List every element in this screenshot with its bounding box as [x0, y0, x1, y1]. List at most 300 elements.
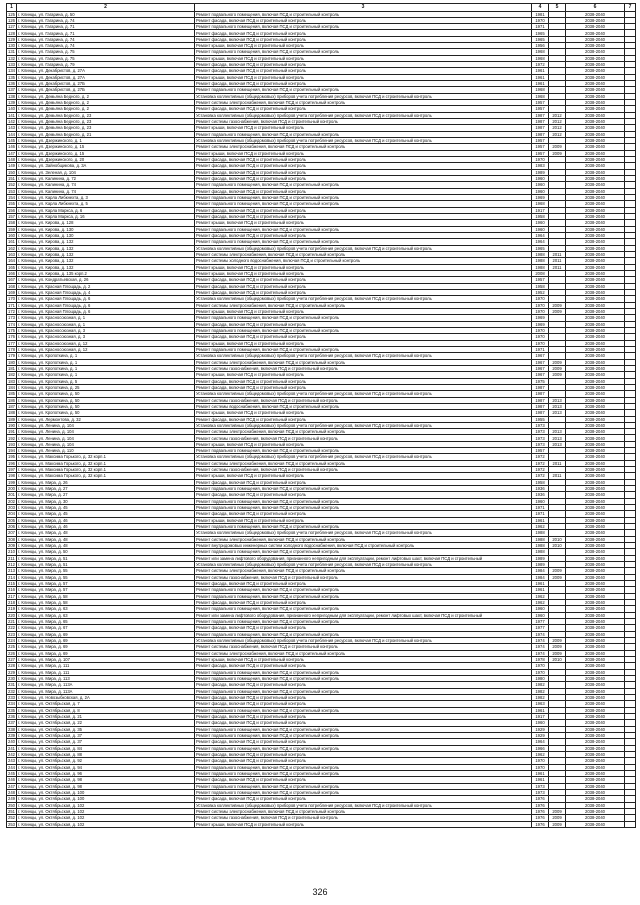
- work-type-cell: Ремонт системы электроснабжения, включая ПСД и строительный контроль: [195, 460, 532, 466]
- work-type-cell: Ремонт подвального помещения, включая ПСД и строительный контроль: [195, 669, 532, 675]
- planned-period-cell: 2038-2040: [566, 277, 625, 283]
- row-number: 199: [8, 479, 15, 485]
- planned-period-cell: 2038-2040: [566, 536, 625, 542]
- work-type-cell: Установка коллективных (общедомовых) приборов учета потребления ресурсов, включая ПСД и строительный контроль: [195, 93, 532, 99]
- planned-period-cell: 2038-2040: [566, 144, 625, 150]
- row-number: 220: [8, 612, 15, 618]
- column-header: 5: [549, 4, 566, 12]
- column-header: 7: [625, 4, 636, 12]
- row-number: 211: [8, 555, 15, 561]
- address-cell: г. Клинцы, ул. Карла Либкнехта, д. 3: [17, 195, 195, 201]
- commission-year-cell: 1967: [532, 359, 549, 365]
- work-type-cell: Ремонт фасада, включая ПСД и строительный контроль: [195, 283, 532, 289]
- address-cell: г. Клинцы, ул. Демьяна Бедного, д. 23: [17, 119, 195, 125]
- address-cell: г. Клинцы, ул. Октябрьская, д. 37: [17, 732, 195, 738]
- address-cell: г. Клинцы, ул. Кирова, д. 132: [17, 245, 195, 251]
- work-type-cell: Ремонт подвального помещения, включая ПСД и строительный контроль: [195, 619, 532, 625]
- commission-year-cell: 1976: [532, 796, 549, 802]
- row-number: 207: [8, 530, 15, 536]
- work-type-cell: Ремонт фасада, включая ПСД и строительный контроль: [195, 701, 532, 707]
- address-cell: г. Клинцы, ул. Гагарина, д. 74: [17, 43, 195, 49]
- planned-period-cell: 2038-2040: [566, 732, 625, 738]
- address-cell: г. Клинцы, ул. Демьяна Бедного, д. 23: [17, 112, 195, 118]
- planned-period-cell: 2038-2040: [566, 220, 625, 226]
- row-number: 184: [8, 384, 15, 390]
- work-type-cell: Установка коллективных (общедомовых) приборов учета потребления ресурсов, включая ПСД и строительный контроль: [195, 422, 532, 428]
- row-number: 140: [8, 106, 15, 112]
- commission-year-cell: 1961: [532, 68, 549, 74]
- address-cell: г. Клинцы, ул. Красная Площадь, д. 2: [17, 283, 195, 289]
- work-type-cell: Ремонт подвального помещения, включая ПСД и строительный контроль: [195, 505, 532, 511]
- address-cell: г. Клинцы, ул. Октябрьская, д. 98: [17, 777, 195, 783]
- last-repair-year-cell: 2011: [549, 251, 566, 257]
- work-type-cell: Ремонт или замена лифтового оборудования, признанного непригодным для эксплуатации, ремонт лифтовых шахт, включая ПСД и строительный: [195, 612, 532, 618]
- planned-period-cell: 2038-2040: [566, 36, 625, 42]
- planned-period-cell: 2038-2040: [566, 131, 625, 137]
- planned-period-cell: 2038-2040: [566, 612, 625, 618]
- table-row: [7, 460, 636, 466]
- planned-period-cell: 2038-2040: [566, 631, 625, 637]
- address-cell: г. Клинцы, ул. Мира, д. 46: [17, 517, 195, 523]
- address-cell: г. Клинцы, ул. Ленина, д. 104: [17, 441, 195, 447]
- work-type-cell: Установка коллективных (общедомовых) приборов учета потребления ресурсов, включая ПСД и строительный контроль: [195, 391, 532, 397]
- address-cell: г. Клинцы, ул. Гагарина, д. 74: [17, 36, 195, 42]
- commission-year-cell: 1967: [532, 372, 549, 378]
- planned-period-cell: 2038-2040: [566, 365, 625, 371]
- planned-period-cell: 2038-2040: [566, 55, 625, 61]
- address-cell: г. Клинцы, ул. Мира, д. 48: [17, 536, 195, 542]
- commission-year-cell: 1968: [532, 55, 549, 61]
- work-type-cell: Ремонт подвального помещения, включая ПСД и строительный контроль: [195, 49, 532, 55]
- planned-period-cell: 2038-2040: [566, 397, 625, 403]
- commission-year-cell: 1974: [532, 637, 549, 643]
- address-cell: г. Клинцы, ул. Ленина, д. 104: [17, 429, 195, 435]
- planned-period-cell: 2038-2040: [566, 694, 625, 700]
- row-number: 159: [8, 226, 15, 232]
- work-type-cell: Установка коллективных (общедомовых) приборов учета потребления ресурсов, включая ПСД и строительный контроль: [195, 530, 532, 536]
- address-cell: г. Клинцы, ул. Кропоткина, д. 25: [17, 384, 195, 390]
- commission-year-cell: 1982: [532, 682, 549, 688]
- work-type-cell: Ремонт крыши, включая ПСД и строительный контроль: [195, 473, 532, 479]
- planned-period-cell: 2038-2040: [566, 327, 625, 333]
- address-cell: г. Клинцы, ул. Кропоткина, д. 1: [17, 372, 195, 378]
- commission-year-cell: 1957: [532, 150, 549, 156]
- work-type-cell: Ремонт подвального помещения, включая ПСД и строительный контроль: [195, 783, 532, 789]
- planned-period-cell: 2038-2040: [566, 296, 625, 302]
- column-header: 4: [532, 4, 549, 12]
- commission-year-cell: 1970: [532, 764, 549, 770]
- work-type-cell: Ремонт фасада, включая ПСД и строительный контроль: [195, 188, 532, 194]
- address-cell: г. Клинцы, ул. Октябрьская, д. 92: [17, 758, 195, 764]
- commission-year-cell: 1966: [532, 745, 549, 751]
- commission-year-cell: 1983: [532, 163, 549, 169]
- row-number: 166: [8, 270, 15, 276]
- row-number: 248: [8, 789, 15, 795]
- work-type-cell: Ремонт фасада, включая ПСД и строительный контроль: [195, 625, 532, 631]
- row-number: 249: [8, 796, 15, 802]
- row-number: 139: [8, 100, 15, 106]
- work-type-cell: Ремонт крыши, включая ПСД и строительный контроль: [195, 308, 532, 314]
- work-type-cell: Установка коллективных (общедомовых) приборов учета потребления ресурсов, включая ПСД и строительный контроль: [195, 138, 532, 144]
- row-number: 132: [8, 55, 15, 61]
- row-number: 238: [8, 726, 15, 732]
- planned-period-cell: 2038-2040: [566, 422, 625, 428]
- work-type-cell: Ремонт крыши, включая ПСД и строительный контроль: [195, 340, 532, 346]
- commission-year-cell: 1936: [532, 486, 549, 492]
- commission-year-cell: 1976: [532, 802, 549, 808]
- planned-period-cell: 2038-2040: [566, 410, 625, 416]
- row-number: 143: [8, 125, 15, 131]
- row-number: 236: [8, 713, 15, 719]
- work-type-cell: Ремонт системы электроснабжения, включая ПСД и строительный контроль: [195, 302, 532, 308]
- work-type-cell: Ремонт фасада, включая ПСД и строительный контроль: [195, 796, 532, 802]
- address-cell: г. Клинцы, ул. Кирова, д. 132: [17, 251, 195, 257]
- planned-period-cell: 2038-2040: [566, 24, 625, 30]
- row-number: 165: [8, 264, 15, 270]
- commission-year-cell: 1976: [532, 821, 549, 827]
- work-type-cell: Ремонт крыши, включая ПСД и строительный контроль: [195, 517, 532, 523]
- commission-year-cell: 1973: [532, 789, 549, 795]
- planned-period-cell: 2038-2040: [566, 808, 625, 814]
- planned-period-cell: 2038-2040: [566, 226, 625, 232]
- planned-period-cell: 2038-2040: [566, 555, 625, 561]
- commission-year-cell: 1988: [532, 543, 549, 549]
- commission-year-cell: 1964: [532, 232, 549, 238]
- row-number: 137: [8, 87, 15, 93]
- planned-period-cell: 2038-2040: [566, 726, 625, 732]
- row-number: 251: [8, 808, 15, 814]
- address-cell: г. Клинцы, ул. Октябрьская, д. 96: [17, 770, 195, 776]
- planned-period-cell: 2038-2040: [566, 675, 625, 681]
- row-number: 130: [8, 43, 15, 49]
- work-type-cell: Ремонт фасада, включая ПСД и строительный контроль: [195, 777, 532, 783]
- address-cell: г. Клинцы, ул. Красносоюзная, д. 3: [17, 327, 195, 333]
- table-row: [7, 821, 636, 827]
- commission-year-cell: 1957: [532, 448, 549, 454]
- commission-year-cell: 1987: [532, 112, 549, 118]
- address-cell: г. Клинцы, ул. Мира, д. 69: [17, 631, 195, 637]
- address-cell: г. Клинцы, ул. Мира, д. 69: [17, 650, 195, 656]
- work-type-cell: Ремонт подвального помещения, включая ПСД и строительный контроль: [195, 745, 532, 751]
- commission-year-cell: 1970: [532, 296, 549, 302]
- address-cell: г. Клинцы, ул. Зайнобщикова, д. 3А: [17, 163, 195, 169]
- work-type-cell: Ремонт фасада, включая ПСД и строительный контроль: [195, 479, 532, 485]
- commission-year-cell: 1977: [532, 625, 549, 631]
- work-type-cell: Ремонт подвального помещения, включая ПСД и строительный контроль: [195, 498, 532, 504]
- empty-cell: [625, 821, 636, 827]
- commission-year-cell: 1974: [532, 644, 549, 650]
- row-number: 225: [8, 644, 15, 650]
- row-number: 177: [8, 340, 15, 346]
- work-type-cell: Ремонт крыши, включая ПСД и строительный контроль: [195, 372, 532, 378]
- planned-period-cell: 2038-2040: [566, 644, 625, 650]
- row-number: 227: [8, 656, 15, 662]
- commission-year-cell: 1982: [532, 688, 549, 694]
- commission-year-cell: 1988: [532, 530, 549, 536]
- row-number: 193: [8, 441, 15, 447]
- row-number: 229: [8, 669, 15, 675]
- work-type-cell: Ремонт крыши, включая ПСД и строительный контроль: [195, 55, 532, 61]
- work-type-cell: Ремонт фасада, включая ПСД и строительный контроль: [195, 682, 532, 688]
- commission-year-cell: 1972: [532, 460, 549, 466]
- row-number: 164: [8, 258, 15, 264]
- row-number: 135: [8, 74, 15, 80]
- planned-period-cell: 2038-2040: [566, 163, 625, 169]
- address-cell: г. Клинцы, ул. Мира, д. 111: [17, 669, 195, 675]
- commission-year-cell: 1989: [532, 562, 549, 568]
- planned-period-cell: 2038-2040: [566, 346, 625, 352]
- planned-period-cell: 2038-2040: [566, 106, 625, 112]
- address-cell: г. Клинцы, ул. Красная Площадь, д. 4: [17, 289, 195, 295]
- planned-period-cell: 2038-2040: [566, 258, 625, 264]
- work-type-cell: Ремонт крыши, включая ПСД и строительный контроль: [195, 270, 532, 276]
- address-cell: г. Клинцы, ул. Максима Горького, д. 32 корп.1: [17, 467, 195, 473]
- address-cell: г. Клинцы, ул. Мира, д. 30: [17, 498, 195, 504]
- row-number: 133: [8, 62, 15, 68]
- commission-year-cell: 1960: [532, 720, 549, 726]
- row-number: 192: [8, 435, 15, 441]
- address-cell: г. Клинцы, ул. Демьяна Бедного, д. 2: [17, 100, 195, 106]
- address-cell: г. Клинцы, ул. Дзержинского, д. 20: [17, 157, 195, 163]
- work-type-cell: Ремонт фасада, включая ПСД и строительный контроль: [195, 739, 532, 745]
- address-cell: г. Клинцы, ул. Мира, д. 27: [17, 486, 195, 492]
- address-cell: г. Клинцы, ул. Октябрьская, д. 102: [17, 808, 195, 814]
- column-header: 3: [195, 4, 532, 12]
- planned-period-cell: 2038-2040: [566, 169, 625, 175]
- planned-period-cell: 2038-2040: [566, 511, 625, 517]
- row-number: 134: [8, 68, 15, 74]
- planned-period-cell: 2038-2040: [566, 663, 625, 669]
- last-repair-year-cell: 2012: [549, 112, 566, 118]
- address-cell: г. Клинцы, ул. Демьяна Бедного, д. 21: [17, 131, 195, 137]
- work-type-cell: Ремонт системы электроснабжения, включая ПСД и строительный контроль: [195, 251, 532, 257]
- address-cell: г. Клинцы, ул. Кропоткина, д. 1: [17, 353, 195, 359]
- commission-year-cell: 1965: [532, 245, 549, 251]
- work-type-cell: Ремонт системы холодного водоснабжения, включая ПСД и строительный контроль: [195, 258, 532, 264]
- work-type-cell: Ремонт фасада, включая ПСД и строительный контроль: [195, 694, 532, 700]
- address-cell: г. Клинцы, ул. Гагарина, д. 79: [17, 62, 195, 68]
- work-type-cell: Ремонт фасада, включая ПСД и строительный контроль: [195, 321, 532, 327]
- address-cell: г. Клинцы, ул. Лермонтова, д. 32: [17, 416, 195, 422]
- address-cell: г. Клинцы, ул. Красная Площадь, д. 6: [17, 308, 195, 314]
- work-type-cell: Ремонт подвального помещения, включая ПСД и строительный контроль: [195, 606, 532, 612]
- last-repair-year-cell: 2009: [549, 574, 566, 580]
- planned-period-cell: 2038-2040: [566, 625, 625, 631]
- table-header-row: [7, 4, 636, 12]
- row-number: 131: [8, 49, 15, 55]
- row-number: 224: [8, 638, 15, 643]
- work-type-cell: Ремонт системы газоснабжения, включая ПСД и строительный контроль: [195, 435, 532, 441]
- work-type-cell: Ремонт фасада, включая ПСД и строительный контроль: [195, 81, 532, 87]
- planned-period-cell: 2038-2040: [566, 568, 625, 574]
- address-cell: г. Клинцы, ул. Карла Маркса, д. 16: [17, 214, 195, 220]
- address-cell: г. Клинцы, ул. Октябрьская, д. 102: [17, 802, 195, 808]
- work-type-cell: Ремонт фасада, включая ПСД и строительный контроль: [195, 214, 532, 220]
- row-number: 196: [8, 460, 15, 466]
- commission-year-cell: 1961: [532, 777, 549, 783]
- work-type-cell: Установка коллективных (общедомовых) приборов учета потребления ресурсов, включая ПСД и строительный контроль: [195, 296, 532, 302]
- last-repair-year-cell: 2013: [549, 403, 566, 409]
- address-cell: г. Клинцы, ул. Мира, д. 107: [17, 656, 195, 662]
- commission-year-cell: 1957: [532, 277, 549, 283]
- row-number: 206: [8, 524, 15, 530]
- address-cell: г. Клинцы, ул. Октябрьская, д. 98: [17, 783, 195, 789]
- row-number: 222: [8, 625, 15, 631]
- address-cell: г. Клинцы, ул. Кропоткина, д. 1: [17, 359, 195, 365]
- commission-year-cell: 1981: [532, 11, 549, 17]
- row-number: 129: [8, 36, 15, 42]
- commission-year-cell: 1970: [532, 340, 549, 346]
- planned-period-cell: 2038-2040: [566, 562, 625, 568]
- commission-year-cell: 1973: [532, 429, 549, 435]
- planned-period-cell: 2038-2040: [566, 340, 625, 346]
- planned-period-cell: 2038-2040: [566, 302, 625, 308]
- address-cell: г. Клинцы, ул. Гагарина, д. 74: [17, 17, 195, 23]
- last-repair-year-cell: 2010: [549, 536, 566, 542]
- commission-year-cell: 1971: [532, 505, 549, 511]
- planned-period-cell: 2038-2040: [566, 391, 625, 397]
- work-type-cell: Ремонт крыши, включая ПСД и строительный контроль: [195, 656, 532, 662]
- address-cell: г. Клинцы, ул. Мира, д. 48: [17, 530, 195, 536]
- commission-year-cell: 1960: [532, 188, 549, 194]
- address-cell: г. Клинцы, ул. Октябрьская, д. 8: [17, 707, 195, 713]
- work-type-cell: Ремонт подвального помещения, включая ПСД и строительный контроль: [195, 770, 532, 776]
- page-number: 326: [312, 887, 328, 897]
- planned-period-cell: 2038-2040: [566, 384, 625, 390]
- work-type-cell: Установка коллективных (общедомовых) приборов учета потребления ресурсов, включая ПСД и строительный контроль: [195, 637, 532, 643]
- row-number: 152: [8, 182, 15, 188]
- commission-year-cell: 1987: [532, 131, 549, 137]
- work-type-cell: Ремонт фасада, включая ПСД и строительный контроль: [195, 289, 532, 295]
- row-number: 201: [8, 492, 15, 498]
- work-type-cell: Ремонт фасада, включая ПСД и строительный контроль: [195, 17, 532, 23]
- commission-year-cell: 1976: [532, 815, 549, 821]
- work-type-cell: Ремонт подвального помещения, включая ПСД и строительный контроль: [195, 764, 532, 770]
- commission-year-cell: 1955: [532, 416, 549, 422]
- row-number: 191: [8, 429, 15, 435]
- address-cell: г. Клинцы, ул. Красносоюзная, д. 1: [17, 321, 195, 327]
- planned-period-cell: 2038-2040: [566, 214, 625, 220]
- planned-period-cell: 2038-2040: [566, 650, 625, 656]
- row-number: 243: [8, 758, 15, 764]
- commission-year-cell: 1973: [532, 441, 549, 447]
- planned-period-cell: 2038-2040: [566, 656, 625, 662]
- planned-period-cell: 2038-2040: [566, 454, 625, 460]
- work-type-cell: Ремонт системы газоснабжения, включая ПСД и строительный контроль: [195, 815, 532, 821]
- commission-year-cell: 1957: [532, 138, 549, 144]
- planned-period-cell: 2038-2040: [566, 112, 625, 118]
- row-number: 163: [8, 251, 15, 257]
- commission-year-cell: 1936: [532, 492, 549, 498]
- work-type-cell: Ремонт системы газоснабжения, включая ПСД и строительный контроль: [195, 574, 532, 580]
- planned-period-cell: 2038-2040: [566, 479, 625, 485]
- commission-year-cell: 1988: [532, 536, 549, 542]
- work-type-cell: Ремонт системы электроснабжения, включая ПСД и строительный контроль: [195, 808, 532, 814]
- row-number: 234: [8, 701, 15, 707]
- commission-year-cell: 1961: [532, 770, 549, 776]
- commission-year-cell: 1970: [532, 669, 549, 675]
- planned-period-cell: 2038-2040: [566, 707, 625, 713]
- commission-year-cell: 1965: [532, 36, 549, 42]
- work-type-cell: Ремонт системы газоснабжения, включая ПСД и строительный контроль: [195, 119, 532, 125]
- work-type-cell: Ремонт фасада, включая ПСД и строительный контроль: [195, 106, 532, 112]
- commission-year-cell: 1976: [532, 808, 549, 814]
- address-cell: г. Клинцы, ул. Мира, д. 67: [17, 625, 195, 631]
- commission-year-cell: 1958: [532, 479, 549, 485]
- planned-period-cell: 2038-2040: [566, 745, 625, 751]
- address-cell: г. Клинцы, ул. Октябрьская, д. 102: [17, 821, 195, 827]
- address-cell: г. Клинцы, ул. Ленина, д. 104: [17, 422, 195, 428]
- address-cell: г. Клинцы, ул. Мира, д. 113А: [17, 688, 195, 694]
- planned-period-cell: 2038-2040: [566, 315, 625, 321]
- address-cell: г. Клинцы, ул. Мира, д. 27: [17, 492, 195, 498]
- commission-year-cell: 1972: [532, 454, 549, 460]
- commission-year-cell: 1972: [532, 467, 549, 473]
- address-cell: г. Клинцы, ул. Мира, д. 63: [17, 606, 195, 612]
- commission-year-cell: 1929: [532, 726, 549, 732]
- address-cell: г. Клинцы, ул. Мира, д. 57: [17, 587, 195, 593]
- work-type-cell: Ремонт подвального помещения, включая ПСД и строительный контроль: [195, 448, 532, 454]
- planned-period-cell: 2038-2040: [566, 100, 625, 106]
- planned-period-cell: 2038-2040: [566, 321, 625, 327]
- last-repair-year-cell: 2013: [549, 441, 566, 447]
- planned-period-cell: 2038-2040: [566, 119, 625, 125]
- work-type-cell: Ремонт фасада, включая ПСД и строительный контроль: [195, 720, 532, 726]
- address-cell: г. Клинцы, ул. Кирова, д. 135 корп.2: [17, 270, 195, 276]
- commission-year-cell: 1970: [532, 308, 549, 314]
- planned-period-cell: 2038-2040: [566, 138, 625, 144]
- row-number: 185: [8, 391, 15, 397]
- planned-period-cell: 2038-2040: [566, 17, 625, 23]
- planned-period-cell: 2038-2040: [566, 372, 625, 378]
- last-repair-year-cell: 2010: [549, 543, 566, 549]
- address-cell: г. Клинцы, ул. Максима Горького, д. 32 корп.1: [17, 454, 195, 460]
- row-number: 237: [8, 720, 15, 726]
- planned-period-cell: 2038-2040: [566, 150, 625, 156]
- last-repair-year-cell: 2009: [549, 302, 566, 308]
- commission-year-cell: 1987: [532, 125, 549, 131]
- address-cell: г. Клинцы, ул. Мира, д. 58: [17, 600, 195, 606]
- planned-period-cell: 2038-2040: [566, 353, 625, 359]
- row-number: 173: [8, 315, 15, 321]
- row-number: 194: [8, 448, 15, 454]
- commission-year-cell: 1957: [532, 144, 549, 150]
- planned-period-cell: 2038-2040: [566, 524, 625, 530]
- work-type-cell: Ремонт крыши, включая ПСД и строительный контроль: [195, 74, 532, 80]
- commission-year-cell: 1984: [532, 568, 549, 574]
- planned-period-cell: 2038-2040: [566, 270, 625, 276]
- last-repair-year-cell: 2012: [549, 125, 566, 131]
- row-number: 245: [8, 770, 15, 776]
- work-type-cell: Ремонт крыши, включая ПСД и строительный контроль: [195, 43, 532, 49]
- last-repair-year-cell: 2009: [549, 637, 566, 643]
- row-number: 174: [8, 321, 15, 327]
- planned-period-cell: 2038-2040: [566, 796, 625, 802]
- address-cell: г. Клинцы, ул. Красносоюзная, д. 1: [17, 315, 195, 321]
- address-cell: г. Клинцы, ул. Демьяна Бедного, д. 2: [17, 106, 195, 112]
- address-cell: г. Клинцы, ул. Октябрьская, д. 102: [17, 815, 195, 821]
- address-cell: г. Клинцы, ул. Мира, д. 45: [17, 511, 195, 517]
- work-type-cell: Ремонт крыши, включая ПСД и строительный контроль: [195, 410, 532, 416]
- address-cell: г. Клинцы, ул. Мира, д. 51: [17, 562, 195, 568]
- last-repair-year-cell: 2011: [549, 258, 566, 264]
- row-number: 169: [8, 289, 15, 295]
- row-number: 179: [8, 353, 15, 359]
- work-type-cell: Ремонт подвального помещения, включая ПСД и строительный контроль: [195, 195, 532, 201]
- row-number: 200: [8, 486, 15, 492]
- last-repair-year-cell: 2013: [549, 397, 566, 403]
- planned-period-cell: 2038-2040: [566, 637, 625, 643]
